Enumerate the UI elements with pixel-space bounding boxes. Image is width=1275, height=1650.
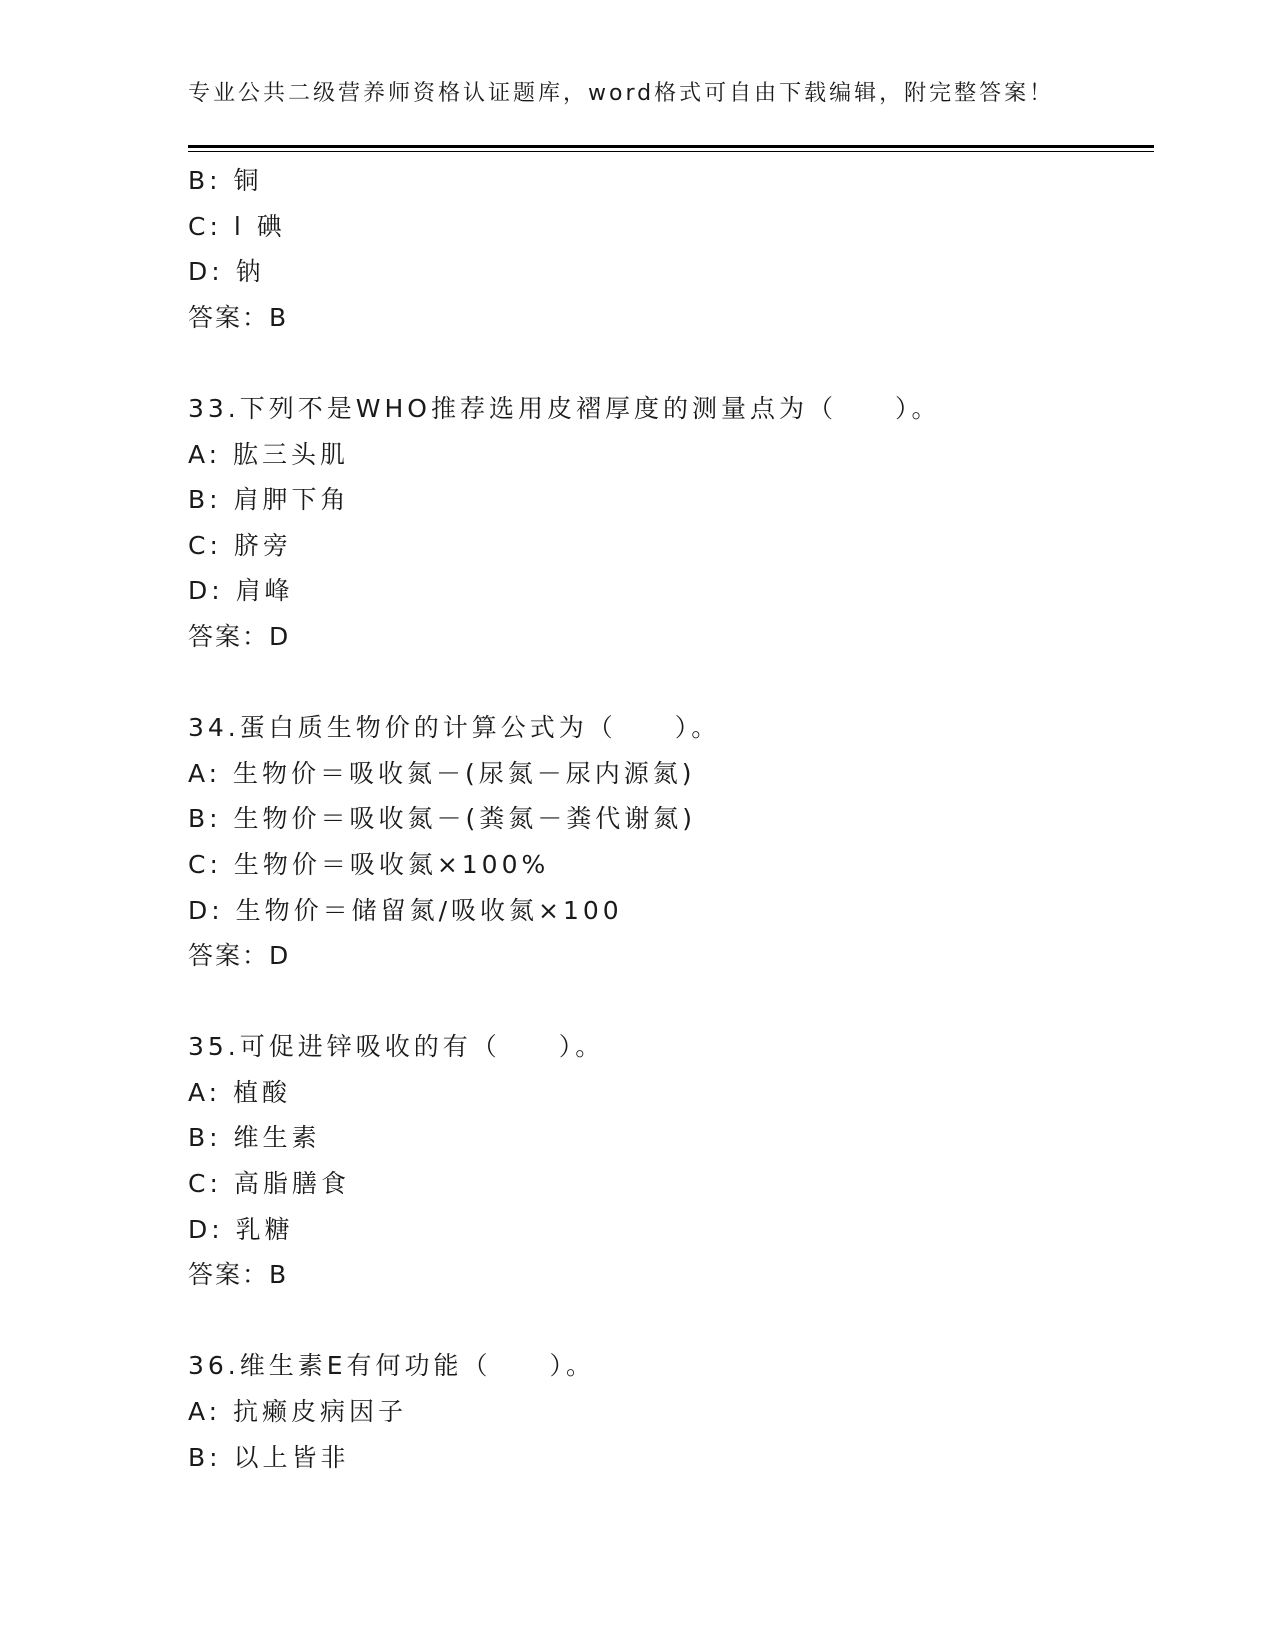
answer-line: 答案：B — [188, 302, 289, 332]
option-d: D: 生物价＝储留氮/吸收氮×100 — [188, 895, 623, 925]
block-spacer — [188, 660, 1154, 706]
option-a: A: 肱三头肌 — [188, 439, 350, 469]
option-d: D: 乳糖 — [188, 1214, 294, 1244]
answer-line: 答案：D — [188, 941, 291, 971]
question-text: 36.维生素E有何功能（ ）。 — [188, 1351, 596, 1381]
option-b: B: 维生素 — [188, 1123, 321, 1153]
question-list — [188, 158, 1154, 1480]
option-c: C: 生物价＝吸收氮×100% — [188, 849, 550, 879]
option-b: B: 铜 — [188, 166, 263, 195]
block-spacer — [188, 1298, 1154, 1344]
question-block — [188, 386, 1154, 660]
option-c: C: l 碘 — [188, 211, 286, 241]
option-a: A: 生物价＝吸收氮－(尿氮－尿内源氮) — [188, 758, 696, 788]
block-spacer — [188, 340, 1154, 386]
option-a: A: 抗癞皮病因子 — [188, 1397, 408, 1427]
question-block — [188, 158, 1154, 340]
option-c: C: 脐旁 — [188, 530, 292, 560]
option-a: A: 植酸 — [188, 1077, 292, 1107]
option-b: B: 以上皆非 — [188, 1442, 350, 1472]
option-d: D: 钠 — [188, 257, 265, 287]
header-rule-thin — [188, 151, 1154, 152]
question-block — [188, 1343, 1154, 1480]
answer-line: 答案：B — [188, 1260, 289, 1290]
question-block — [188, 1024, 1154, 1298]
answer-line: 答案：D — [188, 621, 291, 651]
option-b: B: 生物价＝吸收氮－(粪氮－粪代谢氮) — [188, 804, 697, 834]
option-d: D: 肩峰 — [188, 576, 294, 606]
option-b: B: 肩胛下角 — [188, 485, 350, 515]
header-rule-thick — [188, 145, 1154, 148]
document-header: 专业公共二级营养师资格认证题库，word格式可自由下载编辑，附完整答案！ — [188, 81, 1055, 106]
question-text: 33.下列不是WHO推荐选用皮褶厚度的测量点为（ ）。 — [188, 393, 941, 423]
option-c: C: 高脂膳食 — [188, 1169, 350, 1199]
question-text: 35.可促进锌吸收的有（ ）。 — [188, 1032, 605, 1062]
block-spacer — [188, 979, 1154, 1025]
question-block — [188, 705, 1154, 979]
question-text: 34.蛋白质生物价的计算公式为（ ）。 — [188, 713, 721, 743]
